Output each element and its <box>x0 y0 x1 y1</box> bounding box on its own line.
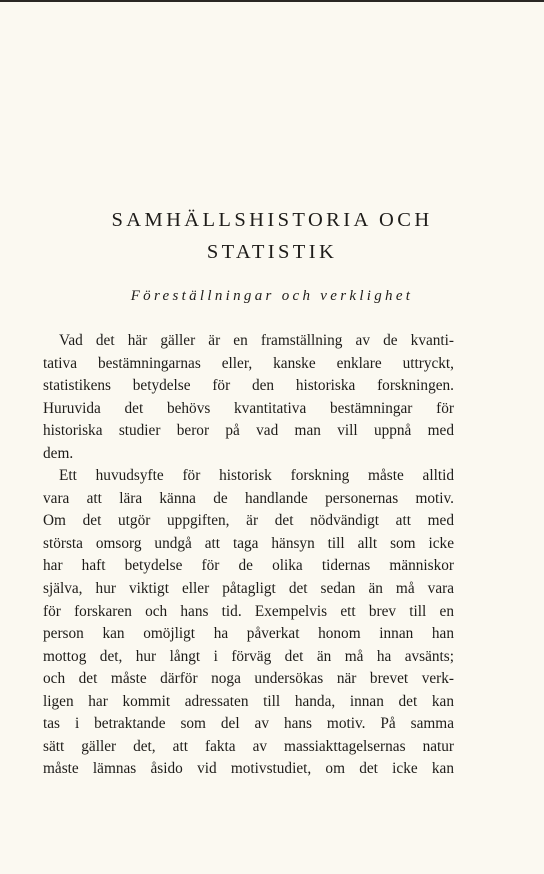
text-line: och det måste därför noga undersökas när brevet verk- <box>43 670 454 688</box>
text-line: Vad det här gäller är en framställning av de kvanti- <box>59 332 454 349</box>
text-line: största omsorg undgå att taga hänsyn till allt som icke <box>43 534 454 552</box>
chapter-subtitle: Föreställningar och verklighet <box>130 288 414 304</box>
paragraph-1 <box>43 330 454 465</box>
text-line: själva, hur viktigt eller påtagligt det sedan än må vara <box>43 580 454 598</box>
text-line: ligen har kommit adressaten till handa, innan det kan <box>43 692 454 710</box>
page-top-edge-rule <box>0 0 544 2</box>
text-line: för forskaren och hans tid. Exempelvis ett brev till en <box>43 602 454 620</box>
text-line: Om det utgör uppgiften, är det nödvändigt att med <box>43 512 454 530</box>
body-text <box>43 330 454 781</box>
text-line: statistikens betydelse för den historiska forskningen. <box>43 377 454 395</box>
text-line: måste lämnas åsido vid motivstudiet, om det icke kan <box>43 760 454 778</box>
chapter-title-line-1: SAMHÄLLSHISTORIA OCH <box>111 209 433 231</box>
text-line: sätt gäller det, att fakta av massiakttagelsernas natur <box>43 737 454 755</box>
text-line: person kan omöjligt ha påverkat honom innan han <box>43 625 454 643</box>
text-line: historiska studier beror på vad man vill uppnå med <box>43 422 454 440</box>
chapter-title-line-2: STATISTIK <box>206 241 338 263</box>
text-line: har haft betydelse för de olika tidernas människor <box>43 557 454 575</box>
text-line: vara att lära känna de handlande personernas motiv. <box>43 489 454 507</box>
text-line: dem. <box>43 444 74 462</box>
text-line: Ett huvudsyfte för historisk forskning måste alltid <box>59 467 454 485</box>
text-line: tas i betraktande som del av hans motiv. På samma <box>43 715 454 733</box>
text-line: mottog det, hur långt i förväg det än må ha avsänts; <box>43 647 454 665</box>
text-line: tativa bestämningarnas eller, kanske enklare uttryckt, <box>43 354 454 372</box>
paragraph-2 <box>43 465 454 781</box>
text-line: Huruvida det behövs kvantitativa bestämningar för <box>43 399 454 417</box>
